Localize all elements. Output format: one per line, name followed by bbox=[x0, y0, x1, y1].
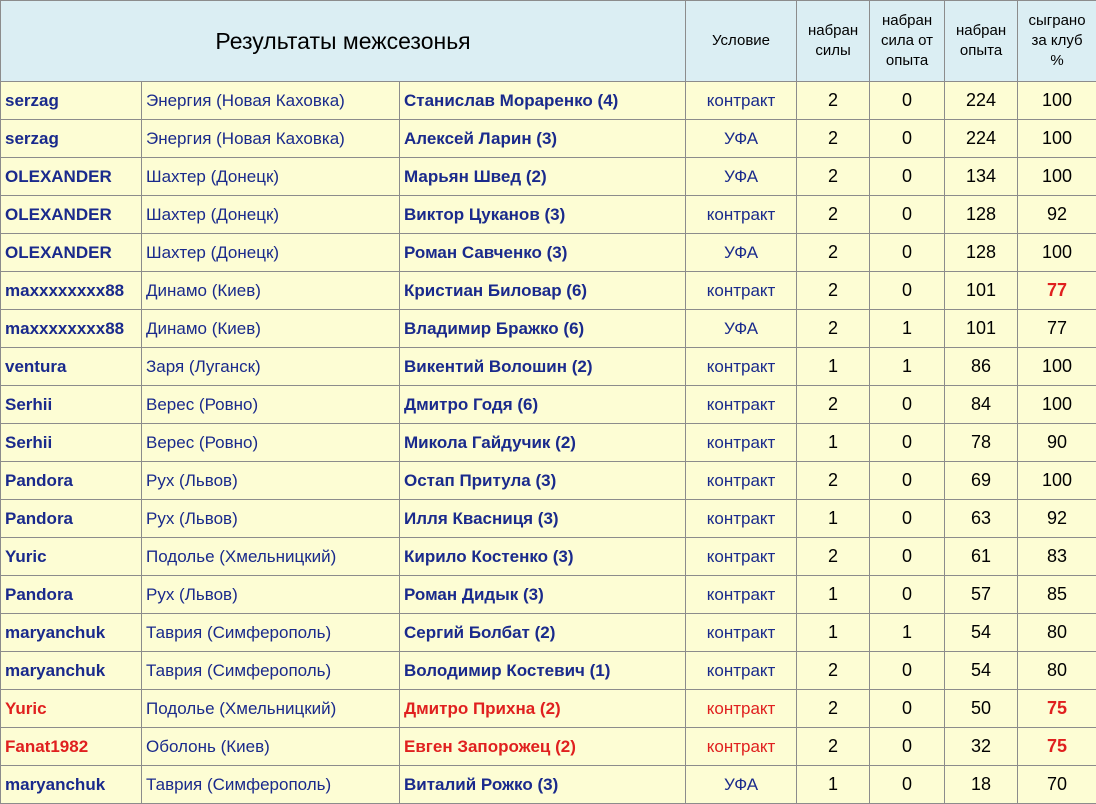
table-row bbox=[1, 120, 1096, 158]
club-cell: Таврия (Симферополь) bbox=[142, 652, 400, 690]
condition-header: Условие bbox=[686, 1, 797, 82]
played-percent-cell: 92 bbox=[1018, 196, 1096, 234]
player-cell: Кристиан Биловар (6) bbox=[400, 272, 686, 310]
player-cell: Роман Дидык (3) bbox=[400, 576, 686, 614]
user-cell: serzag bbox=[1, 82, 142, 120]
club-cell: Подолье (Хмельницкий) bbox=[142, 690, 400, 728]
club-cell: Рух (Львов) bbox=[142, 462, 400, 500]
user-cell: OLEXANDER bbox=[1, 234, 142, 272]
user-cell: Yuric bbox=[1, 538, 142, 576]
table-row bbox=[1, 728, 1096, 766]
user-cell: ventura bbox=[1, 348, 142, 386]
club-cell: Подолье (Хмельницкий) bbox=[142, 538, 400, 576]
user-cell: maxxxxxxxx88 bbox=[1, 310, 142, 348]
user-cell: Serhii bbox=[1, 424, 142, 462]
power-cell: 2 bbox=[797, 158, 870, 196]
experience-cell: 61 bbox=[945, 538, 1018, 576]
power-exp-cell: 0 bbox=[870, 424, 945, 462]
user-cell: Pandora bbox=[1, 500, 142, 538]
power-header-line: набран bbox=[801, 21, 865, 41]
power-cell: 1 bbox=[797, 766, 870, 804]
power-exp-cell: 0 bbox=[870, 728, 945, 766]
condition-cell: контракт bbox=[686, 576, 797, 614]
power-cell: 1 bbox=[797, 614, 870, 652]
experience-cell: 224 bbox=[945, 120, 1018, 158]
power-cell: 2 bbox=[797, 82, 870, 120]
played-percent-cell: 100 bbox=[1018, 82, 1096, 120]
player-cell: Кирило Костенко (3) bbox=[400, 538, 686, 576]
condition-cell: контракт bbox=[686, 538, 797, 576]
condition-cell: контракт bbox=[686, 500, 797, 538]
power-exp-cell: 0 bbox=[870, 234, 945, 272]
player-cell: Микола Гайдучик (2) bbox=[400, 424, 686, 462]
player-cell: Станислав Мораренко (4) bbox=[400, 82, 686, 120]
experience-cell: 50 bbox=[945, 690, 1018, 728]
experience-header-line: набран bbox=[949, 21, 1013, 41]
table-row bbox=[1, 538, 1096, 576]
power-exp-header-line: сила от bbox=[874, 31, 940, 51]
condition-cell: контракт bbox=[686, 462, 797, 500]
played-percent-cell: 100 bbox=[1018, 348, 1096, 386]
player-cell: Марьян Швед (2) bbox=[400, 158, 686, 196]
power-exp-cell: 0 bbox=[870, 690, 945, 728]
power-exp-header-line: опыта bbox=[874, 51, 940, 71]
power-cell: 2 bbox=[797, 462, 870, 500]
played-percent-cell: 100 bbox=[1018, 234, 1096, 272]
club-cell: Шахтер (Донецк) bbox=[142, 196, 400, 234]
table-row bbox=[1, 234, 1096, 272]
player-cell: Виталий Рожко (3) bbox=[400, 766, 686, 804]
user-cell: Pandora bbox=[1, 576, 142, 614]
experience-cell: 54 bbox=[945, 614, 1018, 652]
power-cell: 2 bbox=[797, 196, 870, 234]
user-cell: maryanchuk bbox=[1, 614, 142, 652]
condition-cell: УФА bbox=[686, 310, 797, 348]
player-cell: Викентий Волошин (2) bbox=[400, 348, 686, 386]
power-cell: 2 bbox=[797, 538, 870, 576]
club-cell: Шахтер (Донецк) bbox=[142, 158, 400, 196]
club-cell: Шахтер (Донецк) bbox=[142, 234, 400, 272]
power-cell: 2 bbox=[797, 234, 870, 272]
table-row bbox=[1, 424, 1096, 462]
table-row bbox=[1, 272, 1096, 310]
power-exp-cell: 0 bbox=[870, 386, 945, 424]
played-percent-cell: 70 bbox=[1018, 766, 1096, 804]
power-cell: 1 bbox=[797, 576, 870, 614]
condition-cell: контракт bbox=[686, 196, 797, 234]
club-cell: Верес (Ровно) bbox=[142, 386, 400, 424]
experience-cell: 134 bbox=[945, 158, 1018, 196]
experience-cell: 128 bbox=[945, 234, 1018, 272]
experience-cell: 18 bbox=[945, 766, 1018, 804]
condition-cell: контракт bbox=[686, 652, 797, 690]
experience-cell: 69 bbox=[945, 462, 1018, 500]
experience-cell: 84 bbox=[945, 386, 1018, 424]
experience-cell: 101 bbox=[945, 310, 1018, 348]
power-from-exp-header bbox=[870, 1, 945, 82]
condition-cell: контракт bbox=[686, 728, 797, 766]
condition-cell: УФА bbox=[686, 158, 797, 196]
condition-cell: контракт bbox=[686, 82, 797, 120]
user-cell: maxxxxxxxx88 bbox=[1, 272, 142, 310]
experience-cell: 101 bbox=[945, 272, 1018, 310]
power-exp-cell: 0 bbox=[870, 196, 945, 234]
power-cell: 2 bbox=[797, 272, 870, 310]
club-cell: Энергия (Новая Каховка) bbox=[142, 82, 400, 120]
table-row bbox=[1, 386, 1096, 424]
power-exp-header-line: набран bbox=[874, 11, 940, 31]
club-cell: Заря (Луганск) bbox=[142, 348, 400, 386]
player-cell: Владимир Бражко (6) bbox=[400, 310, 686, 348]
table-row bbox=[1, 576, 1096, 614]
played-percent-cell: 80 bbox=[1018, 652, 1096, 690]
condition-cell: контракт bbox=[686, 424, 797, 462]
experience-cell: 78 bbox=[945, 424, 1018, 462]
played-percent-cell: 90 bbox=[1018, 424, 1096, 462]
played-percent-cell: 100 bbox=[1018, 158, 1096, 196]
power-header-line: силы bbox=[801, 41, 865, 61]
club-cell: Энергия (Новая Каховка) bbox=[142, 120, 400, 158]
club-cell: Динамо (Киев) bbox=[142, 310, 400, 348]
power-exp-cell: 0 bbox=[870, 272, 945, 310]
power-cell: 1 bbox=[797, 424, 870, 462]
power-exp-cell: 0 bbox=[870, 652, 945, 690]
played-header-line: сыграно bbox=[1022, 11, 1092, 31]
experience-cell: 57 bbox=[945, 576, 1018, 614]
player-cell: Володимир Костевич (1) bbox=[400, 652, 686, 690]
condition-cell: УФА bbox=[686, 234, 797, 272]
club-cell: Рух (Львов) bbox=[142, 576, 400, 614]
power-cell: 2 bbox=[797, 386, 870, 424]
power-exp-cell: 0 bbox=[870, 766, 945, 804]
condition-cell: УФА bbox=[686, 766, 797, 804]
experience-cell: 32 bbox=[945, 728, 1018, 766]
user-cell: maryanchuk bbox=[1, 766, 142, 804]
club-cell: Оболонь (Киев) bbox=[142, 728, 400, 766]
user-cell: OLEXANDER bbox=[1, 158, 142, 196]
table-row bbox=[1, 500, 1096, 538]
table-row bbox=[1, 82, 1096, 120]
user-cell: maryanchuk bbox=[1, 652, 142, 690]
played-percent-cell: 83 bbox=[1018, 538, 1096, 576]
table-row bbox=[1, 766, 1096, 804]
played-percent-header bbox=[1018, 1, 1096, 82]
club-cell: Рух (Львов) bbox=[142, 500, 400, 538]
page-title: Результаты межсезонья bbox=[1, 1, 686, 82]
power-cell: 1 bbox=[797, 348, 870, 386]
player-cell: Евген Запорожец (2) bbox=[400, 728, 686, 766]
power-exp-cell: 0 bbox=[870, 82, 945, 120]
table-row bbox=[1, 348, 1096, 386]
user-cell: Yuric bbox=[1, 690, 142, 728]
played-percent-cell: 100 bbox=[1018, 462, 1096, 500]
club-cell: Динамо (Киев) bbox=[142, 272, 400, 310]
power-cell: 2 bbox=[797, 310, 870, 348]
player-cell: Остап Притула (3) bbox=[400, 462, 686, 500]
user-cell: Fanat1982 bbox=[1, 728, 142, 766]
header-row bbox=[1, 1, 1096, 82]
power-exp-cell: 1 bbox=[870, 310, 945, 348]
experience-cell: 128 bbox=[945, 196, 1018, 234]
table-row bbox=[1, 462, 1096, 500]
played-percent-cell: 80 bbox=[1018, 614, 1096, 652]
power-exp-cell: 0 bbox=[870, 500, 945, 538]
experience-cell: 54 bbox=[945, 652, 1018, 690]
played-percent-cell: 75 bbox=[1018, 728, 1096, 766]
table-row bbox=[1, 158, 1096, 196]
condition-cell: контракт bbox=[686, 272, 797, 310]
power-cell: 2 bbox=[797, 120, 870, 158]
player-cell: Дмитро Годя (6) bbox=[400, 386, 686, 424]
condition-cell: УФА bbox=[686, 120, 797, 158]
power-exp-cell: 0 bbox=[870, 462, 945, 500]
user-cell: Pandora bbox=[1, 462, 142, 500]
player-cell: Сергий Болбат (2) bbox=[400, 614, 686, 652]
player-cell: Виктор Цуканов (3) bbox=[400, 196, 686, 234]
played-header-line: за клуб bbox=[1022, 31, 1092, 51]
played-percent-cell: 92 bbox=[1018, 500, 1096, 538]
played-header-line: % bbox=[1022, 51, 1092, 71]
power-cell: 2 bbox=[797, 690, 870, 728]
user-cell: OLEXANDER bbox=[1, 196, 142, 234]
played-percent-cell: 77 bbox=[1018, 272, 1096, 310]
power-header bbox=[797, 1, 870, 82]
power-exp-cell: 0 bbox=[870, 158, 945, 196]
played-percent-cell: 77 bbox=[1018, 310, 1096, 348]
experience-header bbox=[945, 1, 1018, 82]
experience-header-line: опыта bbox=[949, 41, 1013, 61]
condition-cell: контракт bbox=[686, 348, 797, 386]
power-cell: 2 bbox=[797, 728, 870, 766]
player-cell: Илля Квасниця (3) bbox=[400, 500, 686, 538]
player-cell: Роман Савченко (3) bbox=[400, 234, 686, 272]
player-cell: Алексей Ларин (3) bbox=[400, 120, 686, 158]
player-cell: Дмитро Прихна (2) bbox=[400, 690, 686, 728]
table-row bbox=[1, 196, 1096, 234]
club-cell: Верес (Ровно) bbox=[142, 424, 400, 462]
table-row bbox=[1, 652, 1096, 690]
played-percent-cell: 100 bbox=[1018, 120, 1096, 158]
table-row bbox=[1, 310, 1096, 348]
experience-cell: 224 bbox=[945, 82, 1018, 120]
condition-cell: контракт bbox=[686, 614, 797, 652]
club-cell: Таврия (Симферополь) bbox=[142, 766, 400, 804]
power-cell: 1 bbox=[797, 500, 870, 538]
club-cell: Таврия (Симферополь) bbox=[142, 614, 400, 652]
power-exp-cell: 0 bbox=[870, 538, 945, 576]
experience-cell: 86 bbox=[945, 348, 1018, 386]
power-exp-cell: 0 bbox=[870, 576, 945, 614]
power-exp-cell: 1 bbox=[870, 348, 945, 386]
condition-cell: контракт bbox=[686, 690, 797, 728]
played-percent-cell: 85 bbox=[1018, 576, 1096, 614]
played-percent-cell: 100 bbox=[1018, 386, 1096, 424]
table-row bbox=[1, 690, 1096, 728]
condition-cell: контракт bbox=[686, 386, 797, 424]
user-cell: serzag bbox=[1, 120, 142, 158]
power-cell: 2 bbox=[797, 652, 870, 690]
played-percent-cell: 75 bbox=[1018, 690, 1096, 728]
power-exp-cell: 0 bbox=[870, 120, 945, 158]
experience-cell: 63 bbox=[945, 500, 1018, 538]
user-cell: Serhii bbox=[1, 386, 142, 424]
table-row bbox=[1, 614, 1096, 652]
power-exp-cell: 1 bbox=[870, 614, 945, 652]
